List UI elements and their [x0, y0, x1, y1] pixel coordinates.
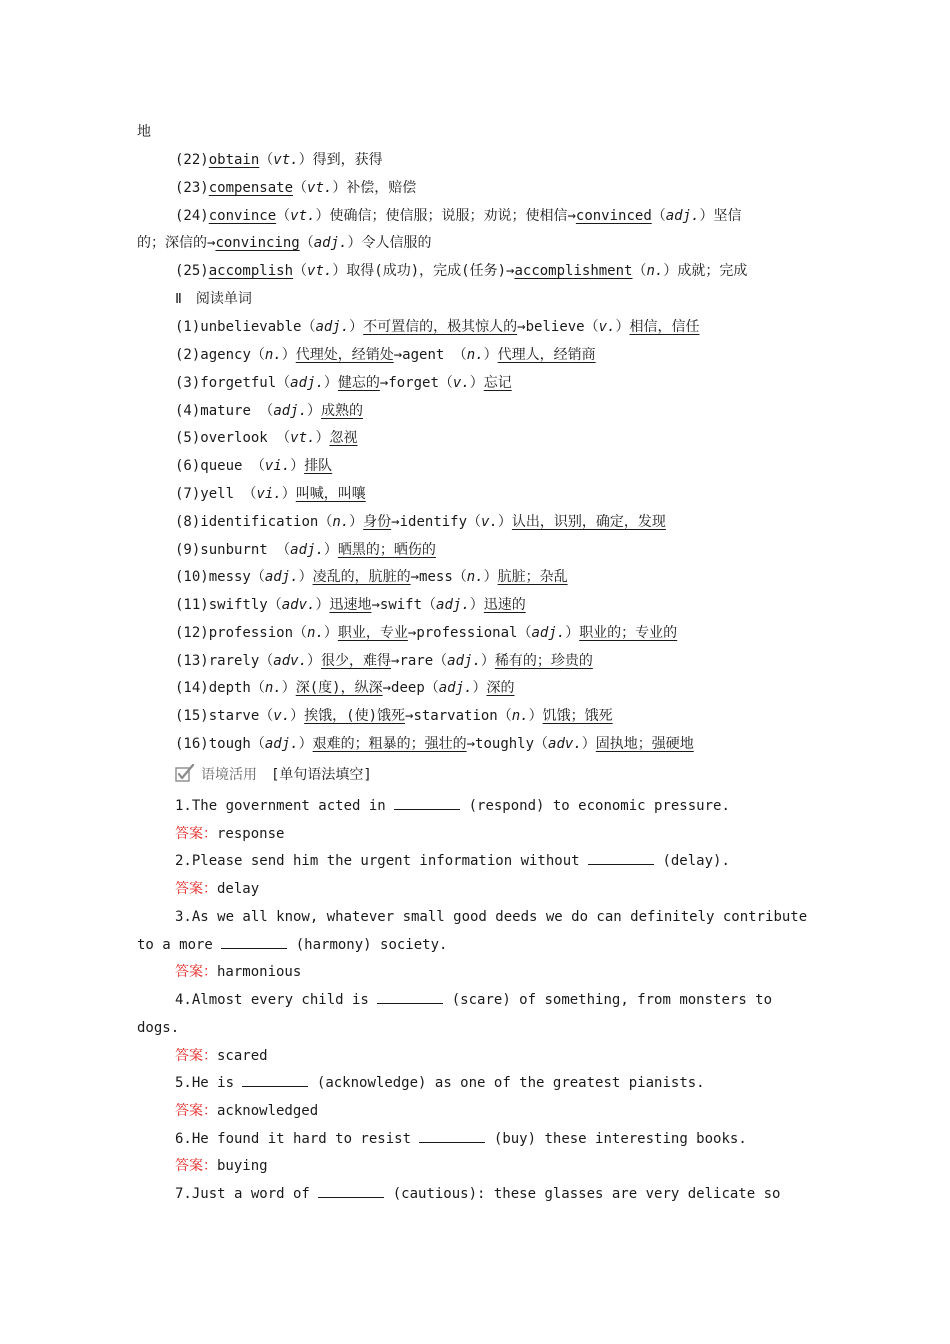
- exercise-question: 4.Almost every child is (scare) of something, from monsters to: [175, 992, 773, 1008]
- vocab-entry-continuation: 的；深信的→convincing（adj.）令人信服的: [137, 235, 432, 251]
- exercise-answer: 答案：buying: [175, 1158, 268, 1174]
- exercise-question: 3.As we all know, whatever small good deeds we do can definitely contribute: [175, 909, 808, 925]
- vocab-entry: (7)yell （vi.）叫喊，叫嚷: [175, 486, 366, 502]
- exercise-answer: 答案：acknowledged: [175, 1103, 319, 1119]
- exercise-question: 6.He found it hard to resist (buy) these interesting books.: [175, 1131, 747, 1147]
- exercise-question: 1.The government acted in (respond) to economic pressure.: [175, 798, 730, 814]
- vocab-entry: (3)forgetful（adj.）健忘的→forget（v.）忘记: [175, 375, 512, 391]
- answer-blank: [221, 936, 287, 949]
- answer-blank: [242, 1074, 308, 1087]
- exercise-answer: 答案：delay: [175, 881, 260, 897]
- vocab-entry: (10)messy（adj.）凌乱的，肮脏的→mess（n.）肮脏；杂乱: [175, 569, 568, 585]
- vocab-entry: (14)depth（n.）深(度)，纵深→deep（adj.）深的: [175, 680, 515, 696]
- exercise-question: 5.He is (acknowledge) as one of the greatest pianists.: [175, 1075, 705, 1091]
- exercise-answer: 答案：response: [175, 826, 285, 842]
- vocab-entry: (15)starve（v.）挨饿，(使)饿死→starvation（n.）饥饿；饿死: [175, 708, 613, 724]
- exercise-question: 7.Just a word of (cautious): these glasses are very delicate so: [175, 1186, 781, 1202]
- practice-heading: 语境活用 [单句语法填空]: [175, 764, 372, 785]
- exercise-question: 2.Please send him the urgent information without (delay).: [175, 853, 730, 869]
- vocab-entry: (2)agency（n.）代理处，经销处→agent （n.）代理人，经销商: [175, 347, 596, 363]
- vocab-entry: (9)sunburnt （adj.）晒黑的；晒伤的: [175, 542, 436, 558]
- vocab-entry: (4)mature （adj.）成熟的: [175, 403, 364, 419]
- vocab-entry: (11)swiftly（adv.）迅速地→swift（adj.）迅速的: [175, 597, 526, 613]
- exercise-answer: 答案：harmonious: [175, 964, 302, 980]
- vocab-entry: (22)obtain（vt.）得到，获得: [175, 152, 383, 168]
- exercise-answer: 答案：scared: [175, 1048, 268, 1064]
- section-heading: Ⅱ 阅读单词: [175, 291, 252, 307]
- vocab-entry: (6)queue （vi.）排队: [175, 458, 333, 474]
- answer-blank: [318, 1185, 384, 1198]
- answer-blank: [394, 797, 460, 810]
- exercise-question-continuation: dogs.: [137, 1020, 180, 1036]
- answer-blank: [419, 1130, 485, 1143]
- vocab-entry: (13)rarely（adv.）很少，难得→rare（adj.）稀有的；珍贵的: [175, 653, 593, 669]
- vocab-entry: (8)identification（n.）身份→identify（v.）认出，识别，确定，发现: [175, 514, 666, 530]
- vocab-entry: (24)convince（vt.）使确信；使信服；说服；劝说；使相信→convinced（adj.）坚信: [175, 208, 742, 224]
- exercise-question-continuation: to a more (harmony) society.: [137, 937, 448, 953]
- vocab-entry: (16)tough（adj.）艰难的；粗暴的；强壮的→toughly（adv.）固执地；强硬地: [175, 736, 694, 752]
- check-pencil-icon: [175, 764, 195, 782]
- vocab-entry: (25)accomplish（vt.）取得(成功)，完成(任务)→accomplishment（n.）成就；完成: [175, 263, 748, 279]
- vocab-entry: (12)profession（n.）职业，专业→professional（adj.）职业的；专业的: [175, 625, 678, 641]
- vocab-entry: (5)overlook （vt.）忽视: [175, 430, 358, 446]
- vocab-entry: (23)compensate（vt.）补偿，赔偿: [175, 180, 417, 196]
- vocab-entry: (1)unbelievable（adj.）不可置信的，极其惊人的→believe（v.）相信，信任: [175, 319, 700, 335]
- continuation-text: 地: [137, 124, 151, 140]
- answer-blank: [377, 991, 443, 1004]
- answer-blank: [588, 852, 654, 865]
